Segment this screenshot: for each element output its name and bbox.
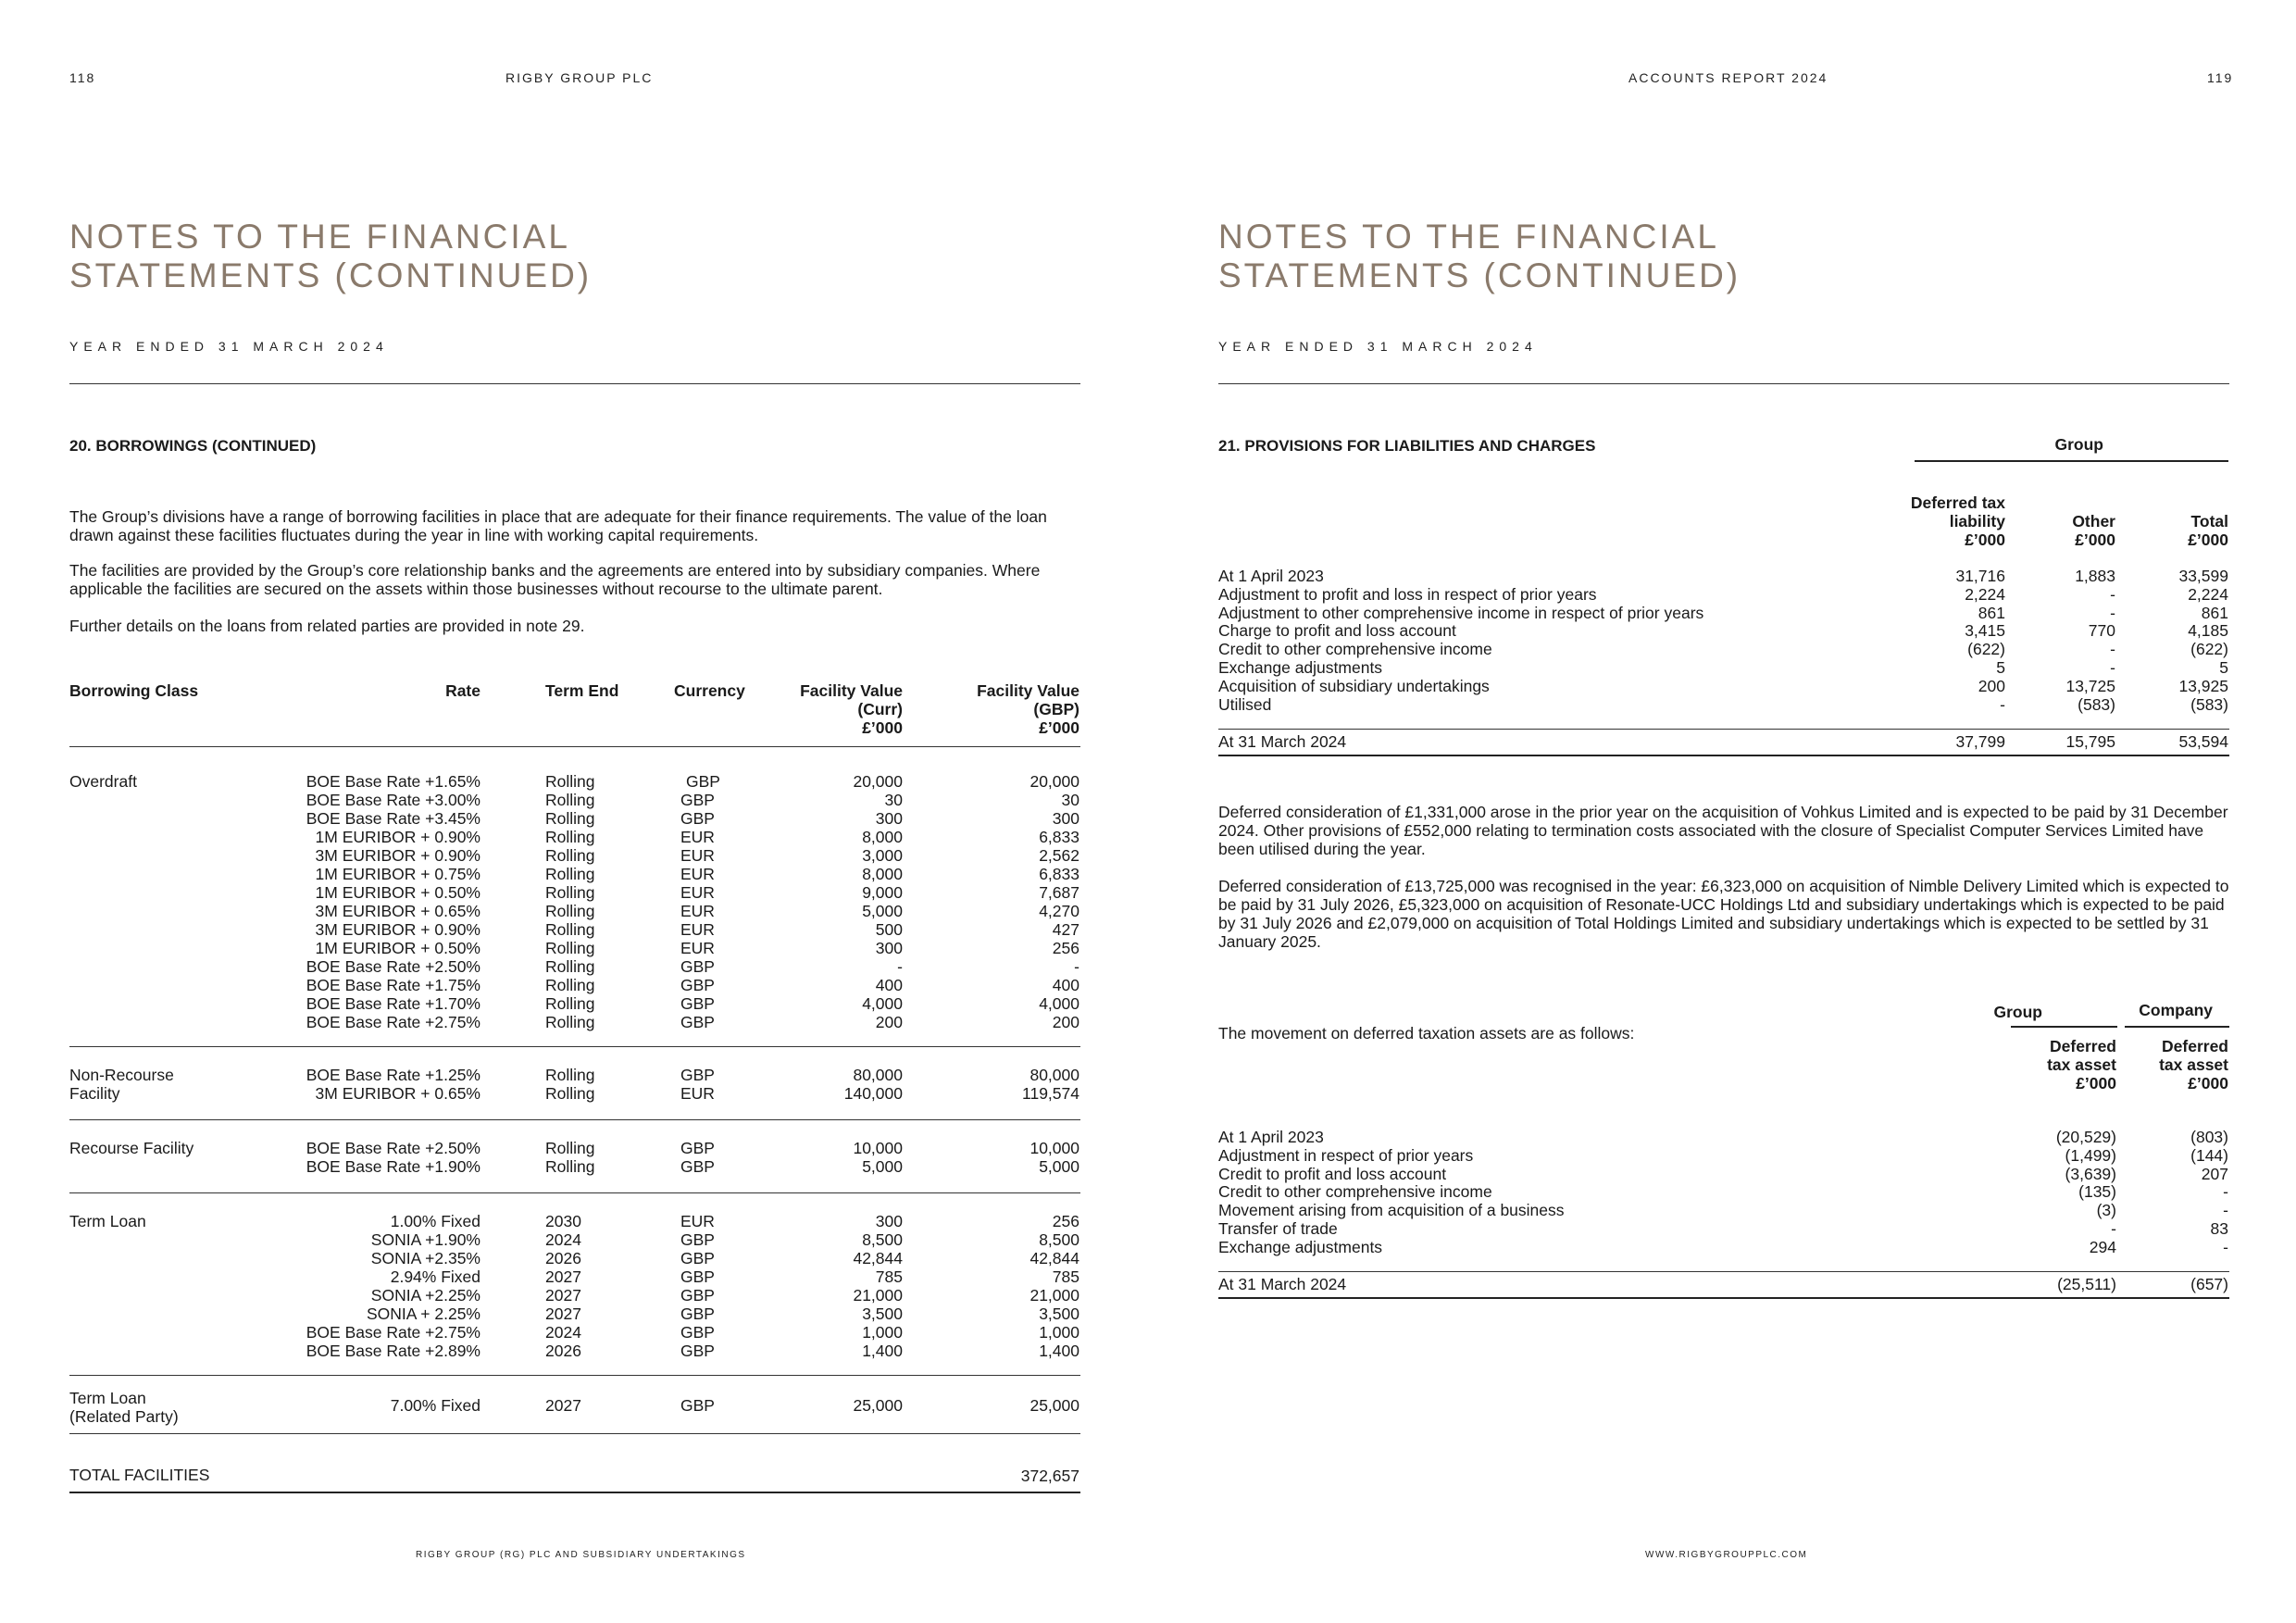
- currency-cell: EUR: [680, 828, 715, 846]
- borrowing-class-label: Non-Recourse: [69, 1066, 174, 1084]
- rate-cell: BOE Base Rate +1.65%: [306, 772, 480, 791]
- column-header: tax asset: [2159, 1055, 2228, 1074]
- facility-gbp-cell: 427: [1052, 920, 1079, 939]
- term-end-cell: Rolling: [545, 828, 595, 846]
- page-title-line2: STATEMENTS (CONTINUED): [1218, 256, 1741, 294]
- group-divider: [69, 1375, 1080, 1376]
- column-header: £’000: [2076, 1074, 2116, 1092]
- currency-cell: EUR: [680, 939, 715, 957]
- facility-gbp-cell: 20,000: [1029, 772, 1079, 791]
- value-cell: 13,925: [2178, 676, 2228, 695]
- currency-cell: GBP: [680, 1139, 715, 1157]
- currency-cell: GBP: [680, 809, 715, 828]
- term-end-cell: 2026: [545, 1342, 581, 1360]
- page-title-line1: NOTES TO THE FINANCIAL: [69, 218, 570, 256]
- currency-cell: GBP: [686, 772, 720, 791]
- total-value: 53,594: [2178, 732, 2228, 751]
- term-end-cell: Rolling: [545, 1139, 595, 1157]
- value-cell: -: [2223, 1201, 2228, 1220]
- currency-cell: GBP: [680, 1066, 715, 1084]
- term-end-cell: 2030: [545, 1212, 581, 1230]
- currency-cell: GBP: [680, 1396, 715, 1415]
- facility-gbp-cell: 6,833: [1039, 865, 1079, 883]
- facility-curr-cell: 140,000: [843, 1084, 903, 1103]
- term-end-cell: Rolling: [545, 902, 595, 920]
- value-cell: (622): [2190, 640, 2228, 659]
- value-cell: 861: [1978, 603, 2005, 622]
- value-cell: -: [2110, 658, 2115, 677]
- paragraph: The Group’s divisions have a range of borrowing facilities in place that are adequate for their finance requirements. The value of the loan drawn against these facilities fluctuates during the year in line with working capital requirements.: [69, 507, 1047, 544]
- column-header: Rate: [445, 681, 480, 700]
- currency-cell: EUR: [680, 902, 715, 920]
- rate-cell: BOE Base Rate +2.50%: [306, 957, 480, 976]
- row-label: Credit to profit and loss account: [1218, 1164, 1447, 1183]
- facility-curr-cell: 1,000: [862, 1323, 903, 1342]
- page-number: 118: [69, 70, 96, 85]
- value-cell: -: [2223, 1182, 2228, 1202]
- column-header: (GBP): [1033, 700, 1079, 718]
- currency-cell: GBP: [680, 957, 715, 976]
- borrowing-class-label: (Related Party): [69, 1407, 179, 1426]
- value-cell: (3): [2096, 1201, 2116, 1220]
- column-header: Other: [2072, 512, 2115, 531]
- column-header: Deferred tax: [1910, 493, 2005, 512]
- facility-curr-cell: 20,000: [853, 772, 903, 791]
- term-end-cell: Rolling: [545, 920, 595, 939]
- column-header: Term End: [545, 681, 619, 700]
- column-header: Facility Value: [800, 681, 903, 700]
- total-rule: [1218, 755, 2229, 756]
- facility-curr-cell: 1,400: [862, 1342, 903, 1360]
- rate-cell: SONIA +2.25%: [370, 1286, 480, 1305]
- value-cell: 31,716: [1955, 567, 2005, 585]
- term-end-cell: 2024: [545, 1323, 581, 1342]
- currency-cell: EUR: [680, 920, 715, 939]
- rate-cell: SONIA + 2.25%: [366, 1305, 480, 1323]
- facility-curr-cell: 25,000: [853, 1396, 903, 1415]
- column-header: £’000: [2188, 531, 2228, 549]
- column-header: Facility Value: [977, 681, 1079, 700]
- row-label: At 1 April 2023: [1218, 567, 1324, 585]
- row-label: Acquisition of subsidiary undertakings: [1218, 676, 1490, 695]
- term-end-cell: Rolling: [545, 791, 595, 809]
- facility-curr-cell: 80,000: [853, 1066, 903, 1084]
- currency-cell: GBP: [680, 976, 715, 994]
- facility-curr-cell: 5,000: [862, 1157, 903, 1176]
- facility-gbp-cell: 256: [1052, 1212, 1079, 1230]
- facility-curr-cell: 30: [884, 791, 903, 809]
- section-heading: 21. PROVISIONS FOR LIABILITIES AND CHARGES: [1218, 437, 1596, 455]
- paragraph: Deferred consideration of £13,725,000 was recognised in the year: £6,323,000 on acquisition of Nimble Delivery Limited which is expected to be paid by 31 July 2026, £5,323,000 on acquisition of Resonate-UCC Holdings Ltd and subsidiary undertakings which is expected to be paid by 31 July 2026 and £2,079,000 on acquisition of Total Holdings Limited and subsidiary undertakings which is expected to be settled by 31 January 2025.: [1218, 877, 2229, 951]
- rate-cell: 3M EURIBOR + 0.90%: [315, 846, 480, 865]
- term-end-cell: Rolling: [545, 994, 595, 1013]
- term-end-cell: 2027: [545, 1267, 581, 1286]
- currency-cell: GBP: [680, 1342, 715, 1360]
- facility-curr-cell: 8,500: [862, 1230, 903, 1249]
- column-header: £’000: [862, 718, 903, 737]
- rate-cell: BOE Base Rate +1.25%: [306, 1066, 480, 1084]
- value-cell: -: [2110, 584, 2115, 604]
- rate-cell: 1M EURIBOR + 0.75%: [315, 865, 480, 883]
- term-end-cell: Rolling: [545, 809, 595, 828]
- value-cell: 2,224: [1965, 584, 2005, 604]
- header-divider: [1218, 383, 2229, 384]
- subtotal-rule: [1218, 1271, 2229, 1272]
- row-label: Utilised: [1218, 694, 1272, 714]
- group-divider: [69, 1119, 1080, 1120]
- borrowing-class-label: Term Loan: [69, 1212, 146, 1230]
- rate-cell: 2.94% Fixed: [390, 1267, 480, 1286]
- term-end-cell: Rolling: [545, 865, 595, 883]
- facility-curr-cell: 300: [875, 809, 903, 828]
- facility-gbp-cell: 1,000: [1039, 1323, 1079, 1342]
- value-cell: (803): [2190, 1128, 2228, 1146]
- term-end-cell: Rolling: [545, 883, 595, 902]
- rate-cell: SONIA +2.35%: [370, 1249, 480, 1267]
- total-value: 372,657: [1020, 1467, 1079, 1485]
- facility-gbp-cell: 1,400: [1039, 1342, 1079, 1360]
- facility-gbp-cell: 10,000: [1029, 1139, 1079, 1157]
- page-title-line1: NOTES TO THE FINANCIAL: [1218, 218, 1719, 256]
- facility-curr-cell: -: [897, 957, 903, 976]
- running-header: ACCOUNTS REPORT 2024: [1628, 70, 1828, 85]
- currency-cell: EUR: [680, 1212, 715, 1230]
- currency-cell: EUR: [680, 1084, 715, 1103]
- term-end-cell: 2027: [545, 1305, 581, 1323]
- paragraph: The facilities are provided by the Group’s core relationship banks and the agreements are entered into by subsidiary companies. Where applicable the facilities are secured on the assets within those businesses without recourse to the ultimate parent.: [69, 561, 1041, 598]
- group-divider: [69, 1192, 1080, 1193]
- term-end-cell: Rolling: [545, 846, 595, 865]
- value-cell: 4,185: [2188, 621, 2228, 641]
- borrowing-class-label: Facility: [69, 1084, 120, 1103]
- total-value: (657): [2190, 1275, 2228, 1293]
- term-end-cell: Rolling: [545, 957, 595, 976]
- facility-curr-cell: 8,000: [862, 828, 903, 846]
- borrowing-class-label: Overdraft: [69, 772, 137, 791]
- company-header: Company: [2139, 1001, 2213, 1019]
- column-header: Deferred: [2050, 1037, 2116, 1055]
- facility-curr-cell: 8,000: [862, 865, 903, 883]
- facility-gbp-cell: 4,270: [1039, 902, 1079, 920]
- term-end-cell: Rolling: [545, 1066, 595, 1084]
- row-label: Credit to other comprehensive income: [1218, 1182, 1492, 1202]
- group-header: Group: [1993, 1003, 2042, 1021]
- value-cell: (20,529): [2055, 1128, 2116, 1146]
- value-cell: 5: [1996, 658, 2005, 677]
- facility-gbp-cell: 300: [1052, 809, 1079, 828]
- column-header: tax asset: [2047, 1055, 2116, 1074]
- currency-cell: GBP: [680, 994, 715, 1013]
- borrowing-class-label: Recourse Facility: [69, 1139, 194, 1157]
- facility-gbp-cell: -: [1074, 957, 1079, 976]
- facility-curr-cell: 300: [875, 939, 903, 957]
- row-label: Credit to other comprehensive income: [1218, 640, 1492, 659]
- facility-gbp-cell: 785: [1052, 1267, 1079, 1286]
- rate-cell: 1M EURIBOR + 0.50%: [315, 939, 480, 957]
- facility-gbp-cell: 256: [1052, 939, 1079, 957]
- term-end-cell: 2024: [545, 1230, 581, 1249]
- rate-cell: BOE Base Rate +1.70%: [306, 994, 480, 1013]
- currency-cell: EUR: [680, 865, 715, 883]
- total-value: 15,795: [2065, 732, 2115, 751]
- total-rule: [1218, 1297, 2229, 1299]
- rate-cell: BOE Base Rate +1.75%: [306, 976, 480, 994]
- rate-cell: BOE Base Rate +2.75%: [306, 1323, 480, 1342]
- facility-gbp-cell: 21,000: [1029, 1286, 1079, 1305]
- facility-curr-cell: 400: [875, 976, 903, 994]
- term-end-cell: Rolling: [545, 772, 595, 791]
- value-cell: (135): [2078, 1182, 2116, 1202]
- term-end-cell: 2027: [545, 1286, 581, 1305]
- value-cell: (1,499): [2065, 1145, 2116, 1165]
- row-label: Charge to profit and loss account: [1218, 621, 1456, 641]
- facility-gbp-cell: 6,833: [1039, 828, 1079, 846]
- total-value: (25,511): [2057, 1275, 2116, 1293]
- value-cell: (583): [2078, 694, 2115, 714]
- facility-gbp-cell: 4,000: [1039, 994, 1079, 1013]
- facility-curr-cell: 21,000: [853, 1286, 903, 1305]
- term-end-cell: Rolling: [545, 1013, 595, 1031]
- facility-curr-cell: 5,000: [862, 902, 903, 920]
- value-cell: -: [2000, 694, 2005, 714]
- row-label: Adjustment to profit and loss in respect of prior years: [1218, 584, 1597, 604]
- page-footer: RIGBY GROUP (RG) PLC AND SUBSIDIARY UNDERTAKINGS: [416, 1550, 746, 1560]
- rate-cell: 3M EURIBOR + 0.65%: [315, 1084, 480, 1103]
- column-header: Currency: [674, 681, 745, 700]
- group-header: Group: [2054, 435, 2103, 454]
- facility-gbp-cell: 30: [1061, 791, 1079, 809]
- right-page: [1148, 0, 2296, 1623]
- facility-gbp-cell: 119,574: [1022, 1084, 1079, 1103]
- value-cell: (583): [2190, 694, 2228, 714]
- row-label: Adjustment in respect of prior years: [1218, 1145, 1474, 1165]
- header-divider: [69, 383, 1080, 384]
- running-header: RIGBY GROUP PLC: [505, 70, 654, 85]
- column-header: £’000: [1965, 531, 2005, 549]
- column-header: £’000: [2075, 531, 2115, 549]
- rate-cell: 1.00% Fixed: [390, 1212, 480, 1230]
- value-cell: 200: [1978, 676, 2005, 695]
- term-end-cell: Rolling: [545, 1157, 595, 1176]
- facility-gbp-cell: 400: [1052, 976, 1079, 994]
- row-label: Movement arising from acquisition of a business: [1218, 1201, 1565, 1220]
- total-label: At 31 March 2024: [1218, 1275, 1347, 1293]
- row-label: Adjustment to other comprehensive income in respect of prior years: [1218, 603, 1704, 622]
- rate-cell: 3M EURIBOR + 0.90%: [315, 920, 480, 939]
- section-heading: 20. BORROWINGS (CONTINUED): [69, 437, 317, 455]
- facility-curr-cell: 300: [875, 1212, 903, 1230]
- page-title: [1218, 218, 1741, 295]
- rate-cell: SONIA +1.90%: [370, 1230, 480, 1249]
- value-cell: -: [2110, 603, 2115, 622]
- column-header: Deferred: [2162, 1037, 2228, 1055]
- term-end-cell: 2026: [545, 1249, 581, 1267]
- company-header-rule: [2125, 1026, 2229, 1028]
- group-header-rule: [1915, 460, 2228, 462]
- term-end-cell: Rolling: [545, 1084, 595, 1103]
- value-cell: 13,725: [2065, 676, 2115, 695]
- rate-cell: BOE Base Rate +3.45%: [306, 809, 480, 828]
- column-header: £’000: [2188, 1074, 2228, 1092]
- facility-gbp-cell: 80,000: [1029, 1066, 1079, 1084]
- value-cell: 1,883: [2075, 567, 2115, 585]
- total-rule: [69, 1492, 1080, 1493]
- facility-gbp-cell: 8,500: [1039, 1230, 1079, 1249]
- rate-cell: BOE Base Rate +2.75%: [306, 1013, 480, 1031]
- page-number: 119: [2207, 70, 2234, 85]
- rate-cell: BOE Base Rate +1.90%: [306, 1157, 480, 1176]
- page-title-line2: STATEMENTS (CONTINUED): [69, 256, 593, 294]
- column-header: liability: [1949, 512, 2005, 531]
- column-header: (Curr): [857, 700, 903, 718]
- currency-cell: EUR: [680, 883, 715, 902]
- value-cell: 861: [2201, 603, 2228, 622]
- currency-cell: GBP: [680, 1323, 715, 1342]
- facility-curr-cell: 500: [875, 920, 903, 939]
- column-header: Borrowing Class: [69, 681, 199, 700]
- row-label: Transfer of trade: [1218, 1219, 1338, 1238]
- value-cell: (3,639): [2065, 1164, 2116, 1183]
- value-cell: (622): [1967, 640, 2005, 659]
- column-header: Total: [2190, 512, 2228, 531]
- currency-cell: EUR: [680, 846, 715, 865]
- facility-gbp-cell: 3,500: [1039, 1305, 1079, 1323]
- facility-gbp-cell: 2,562: [1039, 846, 1079, 865]
- subtotal-rule: [1218, 729, 2229, 730]
- currency-cell: GBP: [680, 1157, 715, 1176]
- value-cell: 83: [2210, 1219, 2228, 1238]
- borrowing-class-label: Term Loan: [69, 1389, 146, 1407]
- facility-gbp-cell: 7,687: [1039, 883, 1079, 902]
- term-end-cell: 2027: [545, 1396, 581, 1415]
- value-cell: 2,224: [2188, 584, 2228, 604]
- facility-gbp-cell: 200: [1052, 1013, 1079, 1031]
- facility-gbp-cell: 5,000: [1039, 1157, 1079, 1176]
- facility-curr-cell: 42,844: [853, 1249, 903, 1267]
- facility-gbp-cell: 42,844: [1029, 1249, 1079, 1267]
- currency-cell: GBP: [680, 1230, 715, 1249]
- currency-cell: GBP: [680, 1267, 715, 1286]
- currency-cell: GBP: [680, 1249, 715, 1267]
- page-subtitle: YEAR ENDED 31 MARCH 2024: [1218, 339, 1538, 354]
- rate-cell: 1M EURIBOR + 0.50%: [315, 883, 480, 902]
- term-end-cell: Rolling: [545, 939, 595, 957]
- row-label: Exchange adjustments: [1218, 658, 1383, 677]
- facility-curr-cell: 785: [875, 1267, 903, 1286]
- facility-curr-cell: 3,500: [862, 1305, 903, 1323]
- facility-curr-cell: 4,000: [862, 994, 903, 1013]
- page-title: [69, 218, 592, 295]
- currency-cell: GBP: [680, 1286, 715, 1305]
- group-divider: [69, 1433, 1080, 1434]
- currency-cell: GBP: [680, 791, 715, 809]
- page-footer: WWW.RIGBYGROUPPLC.COM: [1645, 1550, 1808, 1560]
- value-cell: -: [2223, 1237, 2228, 1256]
- facility-curr-cell: 3,000: [862, 846, 903, 865]
- term-end-cell: Rolling: [545, 976, 595, 994]
- page-subtitle: YEAR ENDED 31 MARCH 2024: [69, 339, 389, 354]
- value-cell: (144): [2190, 1145, 2228, 1165]
- total-label: TOTAL FACILITIES: [69, 1466, 210, 1484]
- facility-gbp-cell: 25,000: [1029, 1396, 1079, 1415]
- facility-curr-cell: 200: [875, 1013, 903, 1031]
- group-divider: [69, 1046, 1080, 1047]
- rate-cell: BOE Base Rate +2.50%: [306, 1139, 480, 1157]
- row-label: At 1 April 2023: [1218, 1128, 1324, 1146]
- column-header: £’000: [1039, 718, 1079, 737]
- rate-cell: BOE Base Rate +3.00%: [306, 791, 480, 809]
- value-cell: -: [2110, 640, 2115, 659]
- value-cell: 207: [2201, 1164, 2228, 1183]
- row-label: Exchange adjustments: [1218, 1237, 1383, 1256]
- facility-curr-cell: 10,000: [853, 1139, 903, 1157]
- total-value: 37,799: [1955, 732, 2005, 751]
- value-cell: 33,599: [2178, 567, 2228, 585]
- value-cell: -: [2111, 1219, 2116, 1238]
- table-header-rule: [69, 746, 1080, 747]
- rate-cell: 3M EURIBOR + 0.65%: [315, 902, 480, 920]
- currency-cell: GBP: [680, 1013, 715, 1031]
- value-cell: 770: [2088, 621, 2115, 641]
- rate-cell: 7.00% Fixed: [390, 1396, 480, 1415]
- total-label: At 31 March 2024: [1218, 732, 1347, 751]
- rate-cell: 1M EURIBOR + 0.90%: [315, 828, 480, 846]
- currency-cell: GBP: [680, 1305, 715, 1323]
- facility-curr-cell: 9,000: [862, 883, 903, 902]
- group-header-rule: [2011, 1026, 2117, 1028]
- value-cell: 5: [2219, 658, 2228, 677]
- rate-cell: BOE Base Rate +2.89%: [306, 1342, 480, 1360]
- value-cell: 294: [2089, 1237, 2116, 1256]
- paragraph: Deferred consideration of £1,331,000 arose in the prior year on the acquisition of Vohkus Limited and is expected to be paid by 31 December 2024. Other provisions of £552,000 relating to termination costs associated with the closure of Specialist Computer Services Limited have been utilised during the year.: [1218, 803, 2228, 858]
- deferred-tax-intro: The movement on deferred taxation assets are as follows:: [1218, 1024, 1635, 1042]
- paragraph: Further details on the loans from related parties are provided in note 29.: [69, 617, 585, 635]
- value-cell: 3,415: [1965, 621, 2005, 641]
